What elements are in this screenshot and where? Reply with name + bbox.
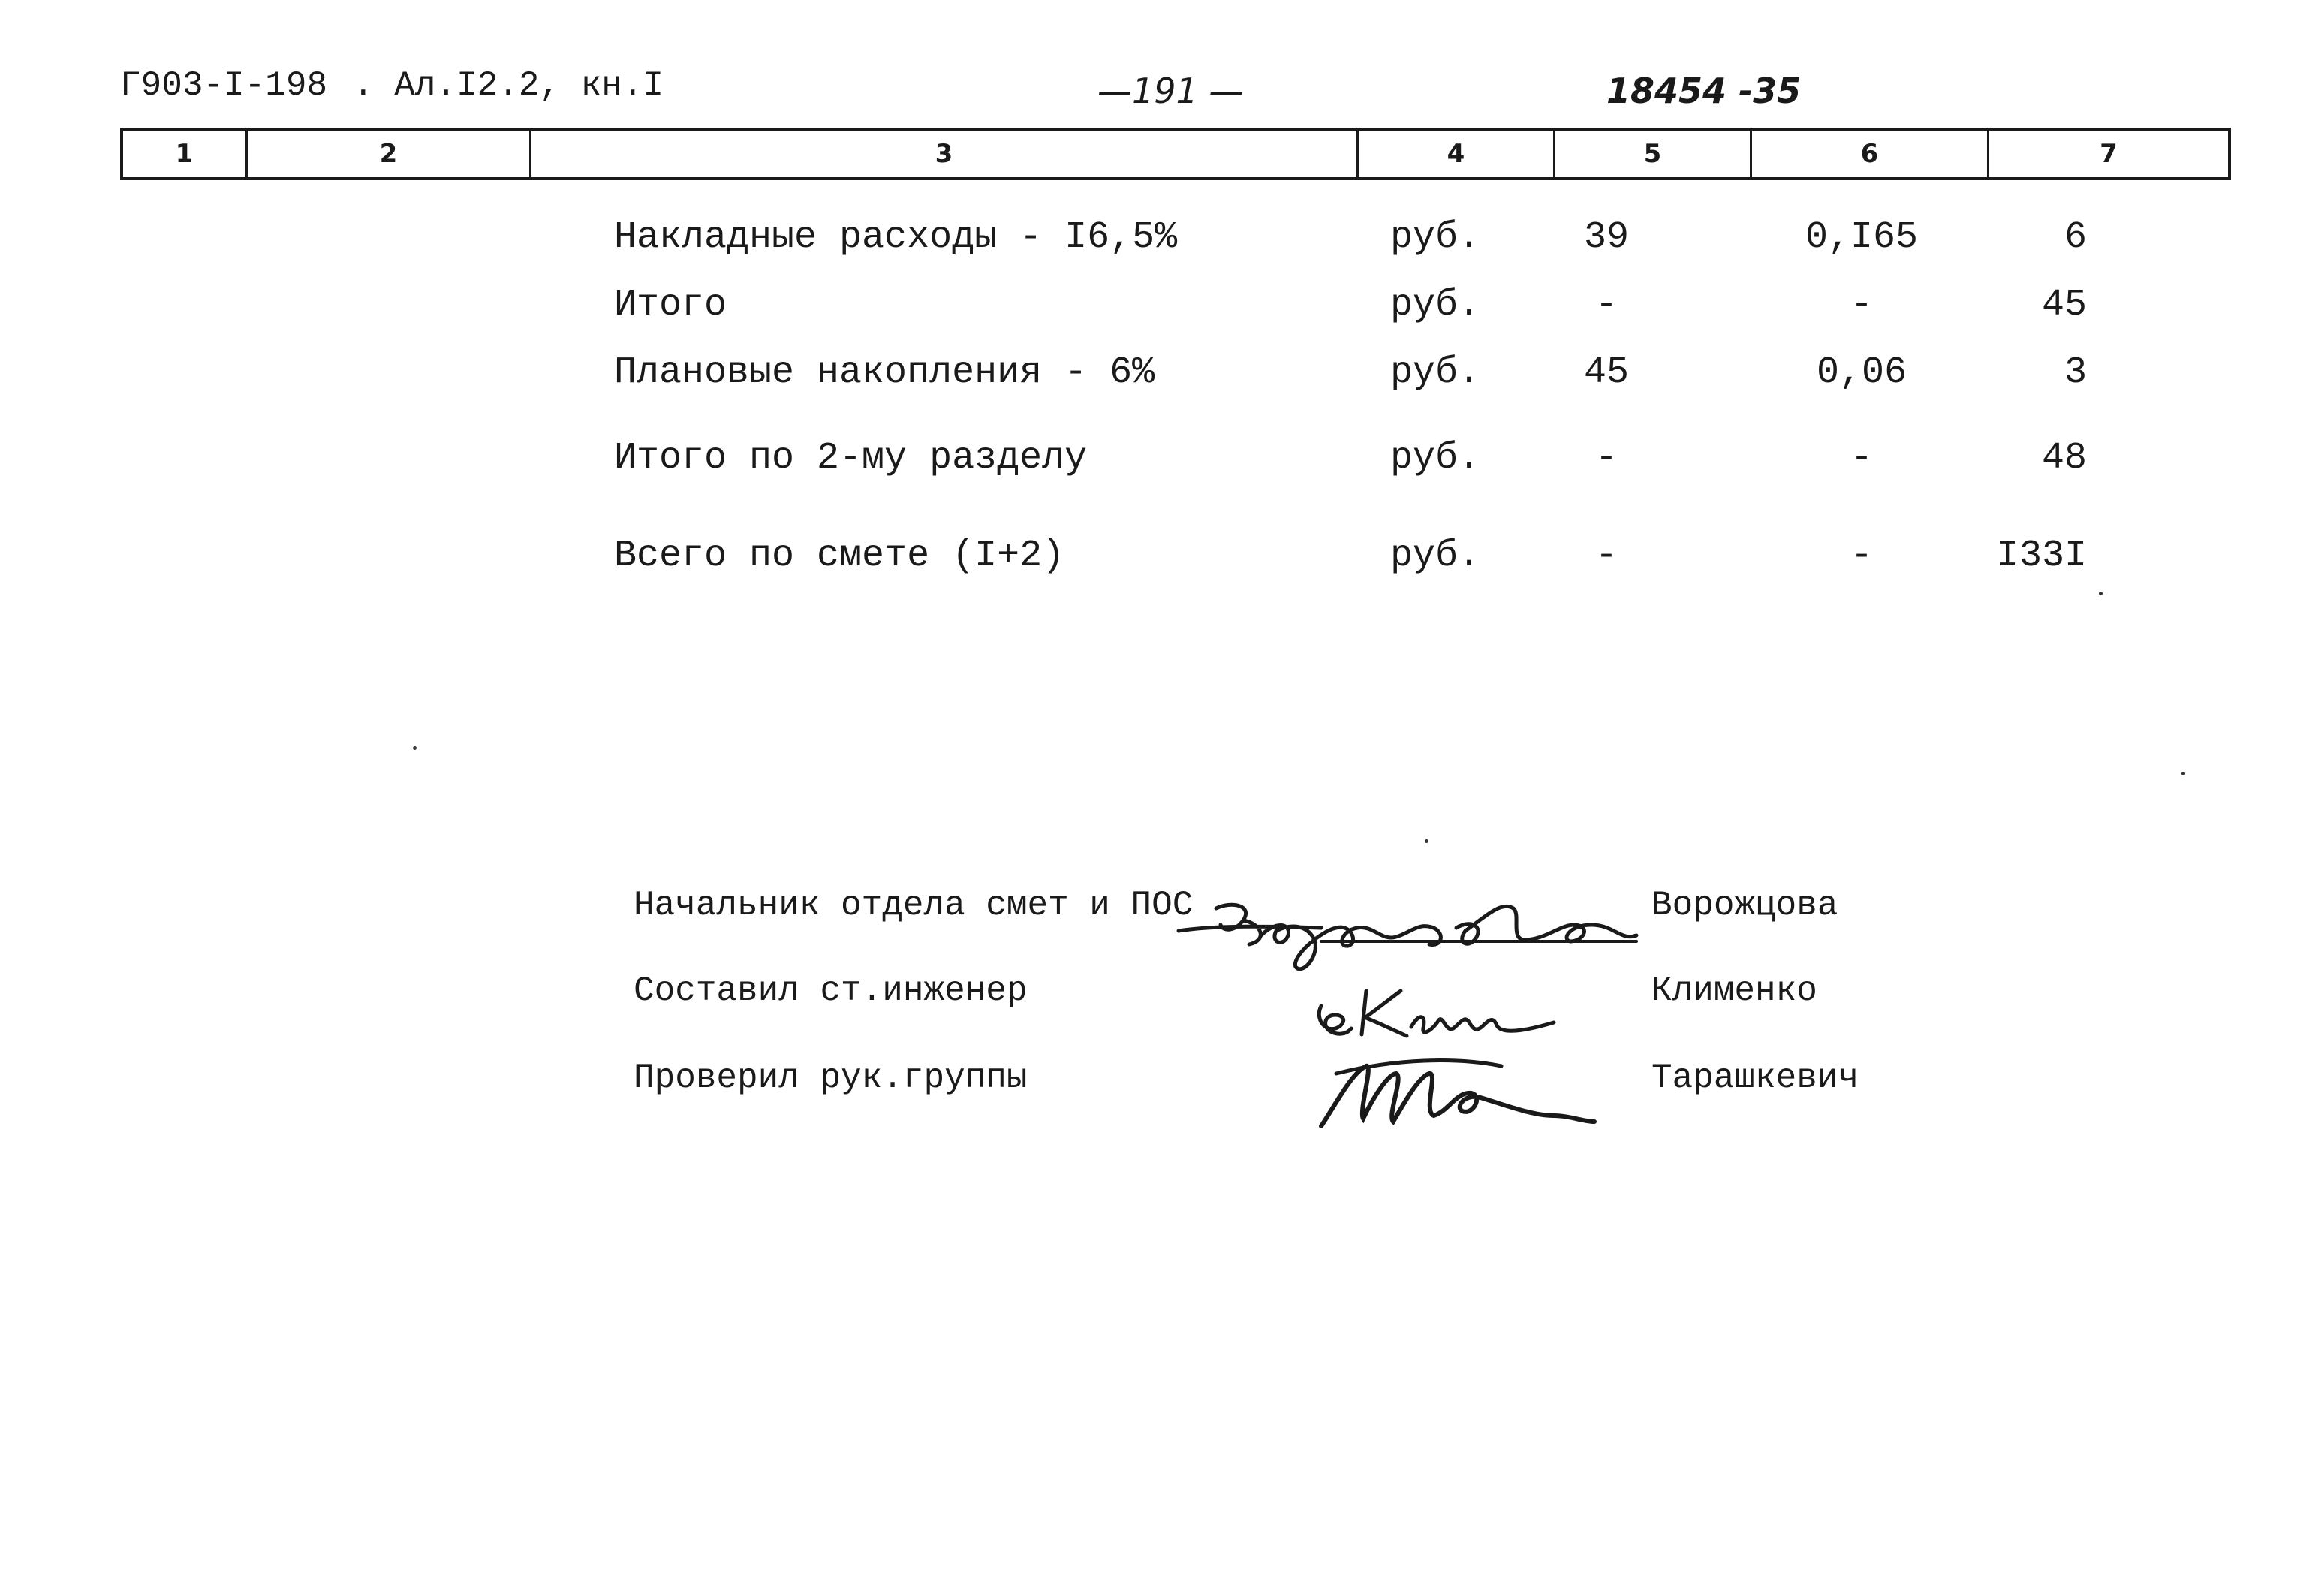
row-quantity: 39 xyxy=(1583,216,1629,259)
signature-vorozhtsova xyxy=(1171,878,1666,983)
signature-klimenko xyxy=(1306,976,1576,1051)
row-price: - xyxy=(1850,535,1873,577)
signature-row xyxy=(0,1058,2306,1104)
signature-tarashkevich xyxy=(1306,1043,1606,1141)
column-header: 3 xyxy=(531,131,1359,177)
scan-speck xyxy=(2181,772,2185,775)
row-unit: руб. xyxy=(1390,216,1481,259)
row-unit: руб. xyxy=(1390,351,1481,394)
row-unit: руб. xyxy=(1390,284,1481,327)
signer-name: Клименко xyxy=(1651,971,1817,1010)
signature-row xyxy=(0,971,2306,1016)
table-row xyxy=(0,216,2306,264)
scan-speck xyxy=(413,746,417,750)
column-header: 1 xyxy=(123,131,248,177)
row-quantity: - xyxy=(1594,437,1618,480)
row-price: - xyxy=(1850,284,1873,327)
signature-row xyxy=(0,886,2306,931)
page-number: —191 — xyxy=(1097,71,1244,111)
row-cost: 45 xyxy=(2041,284,2087,327)
row-description: Плановые накопления - 6% xyxy=(614,351,1155,394)
row-description: Итого по 2-му разделу xyxy=(614,437,1088,480)
column-header: 6 xyxy=(1752,131,1989,177)
album-reference: . Ал.I2.2, кн.I xyxy=(353,66,664,105)
signer-name: Тарашкевич xyxy=(1651,1058,1859,1098)
row-description: Итого xyxy=(614,284,727,327)
row-description: Всего по смете (I+2) xyxy=(614,535,1065,577)
signer-role: Составил ст.инженер xyxy=(634,971,1028,1010)
document-code: Г903-I-198 xyxy=(120,66,328,105)
scan-speck xyxy=(1425,839,1428,843)
row-cost: 6 xyxy=(2064,216,2087,259)
signer-role: Проверил рук.группы xyxy=(634,1058,1028,1098)
table-row xyxy=(0,437,2306,485)
table-row xyxy=(0,351,2306,399)
row-unit: руб. xyxy=(1390,437,1481,480)
row-unit: руб. xyxy=(1390,535,1481,577)
row-cost: 48 xyxy=(2041,437,2087,480)
signer-role: Начальник отдела смет и ПОС xyxy=(634,886,1194,925)
row-price: 0,06 xyxy=(1816,351,1907,394)
row-description: Накладные расходы - I6,5% xyxy=(614,216,1178,259)
row-quantity: - xyxy=(1594,284,1618,327)
row-quantity: - xyxy=(1594,535,1618,577)
inventory-number: 18454 -35 xyxy=(1606,71,1802,111)
row-price: 0,I65 xyxy=(1805,216,1919,259)
scan-speck xyxy=(2099,592,2103,595)
column-header: 4 xyxy=(1359,131,1555,177)
row-cost: 3 xyxy=(2064,351,2087,394)
signer-name: Ворожцова xyxy=(1651,886,1838,925)
row-quantity: 45 xyxy=(1583,351,1629,394)
column-header: 2 xyxy=(248,131,531,177)
row-cost: I33I xyxy=(1996,535,2087,577)
table-row xyxy=(0,284,2306,332)
column-header-strip xyxy=(120,128,2231,180)
table-row xyxy=(0,535,2306,583)
column-header: 5 xyxy=(1555,131,1752,177)
row-price: - xyxy=(1850,437,1873,480)
column-header: 7 xyxy=(2100,139,2118,169)
